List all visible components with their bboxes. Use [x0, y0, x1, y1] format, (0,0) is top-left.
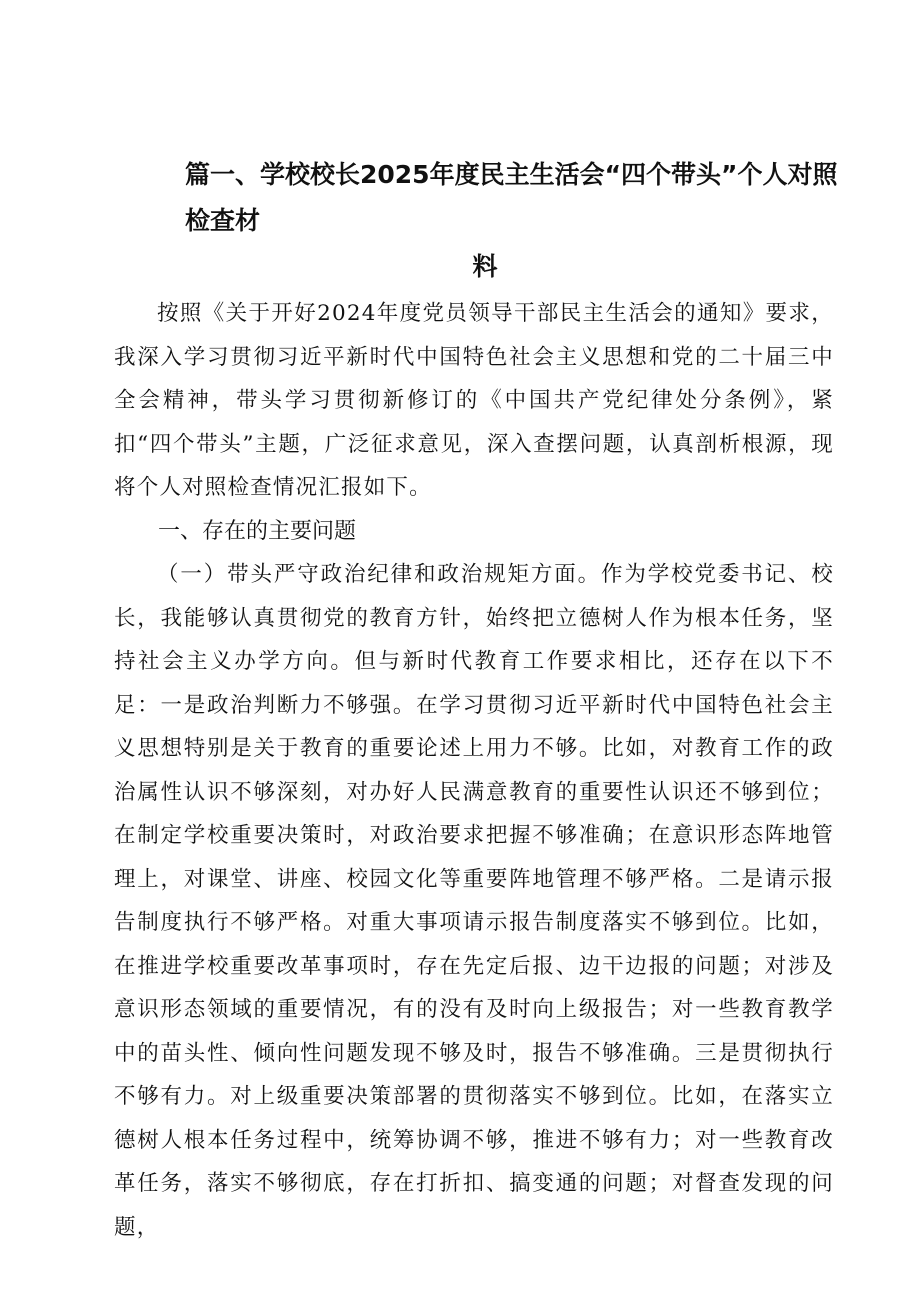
section-paragraph: （一）带头严守政治纪律和政治规矩方面。作为学校党委书记、校长，我能够认真贯彻党的教育方针，始终把立德树人作为根本任务，坚持社会主义办学方向。但与新时代教育工作要求相比，还存在以下不足：一是政治判断力不够强。在学习贯彻习近平新时代中国特色社会主义思想特别是关于教育的重要论述上用力不够。比如，对教育工作的政治属性认识不够深刻，对办好人民满意教育的重要性认识还不够到位；在制定学校重要决策时，对政治要求把握不够准确；在意识形态阵地管理上，对课堂、讲座、校园文化等重要阵地管理不够严格。二是请示报告制度执行不够严格。对重大事项请示报告制度落实不够到位。比如，在推进学校重要改革事项时，存在先定后报、边干边报的问题；对涉及意识形态领域的重要情况，有的没有及时向上级报告；对一些教育教学中的苗头性、倾向性问题发现不够及时，报告不够准确。三是贯彻执行不够有力。对上级重要决策部署的贯彻落实不够到位。比如，在落实立德树人根本任务过程中，统筹协调不够，推进不够有力；对一些教育改革任务，落实不够彻底，存在打折扣、搞变通的问题；对督查发现的问题， — [114, 562, 834, 1240]
document-title — [185, 152, 845, 290]
intro-paragraph: 按照《关于开好2024年度党员领导干部民主生活会的通知》要求，我深入学习贯彻习近平新时代中国特色社会主义思想和党的二十届三中全会精神，带头学习贯彻新修订的《中国共产党纪律处分条例》，紧扣“四个带头”主题，广泛征求意见，深入查摆问题，认真剖析根源，现将个人对照检查情况汇报如下。 — [114, 301, 834, 500]
document-body — [114, 292, 834, 1249]
document-title-line1: 篇一、学校校长2025年度民主生活会“四个带头”个人对照检查材 — [185, 160, 838, 235]
document-title-line2: 料 — [472, 252, 498, 281]
section-heading: 一、存在的主要问题 — [158, 518, 357, 544]
